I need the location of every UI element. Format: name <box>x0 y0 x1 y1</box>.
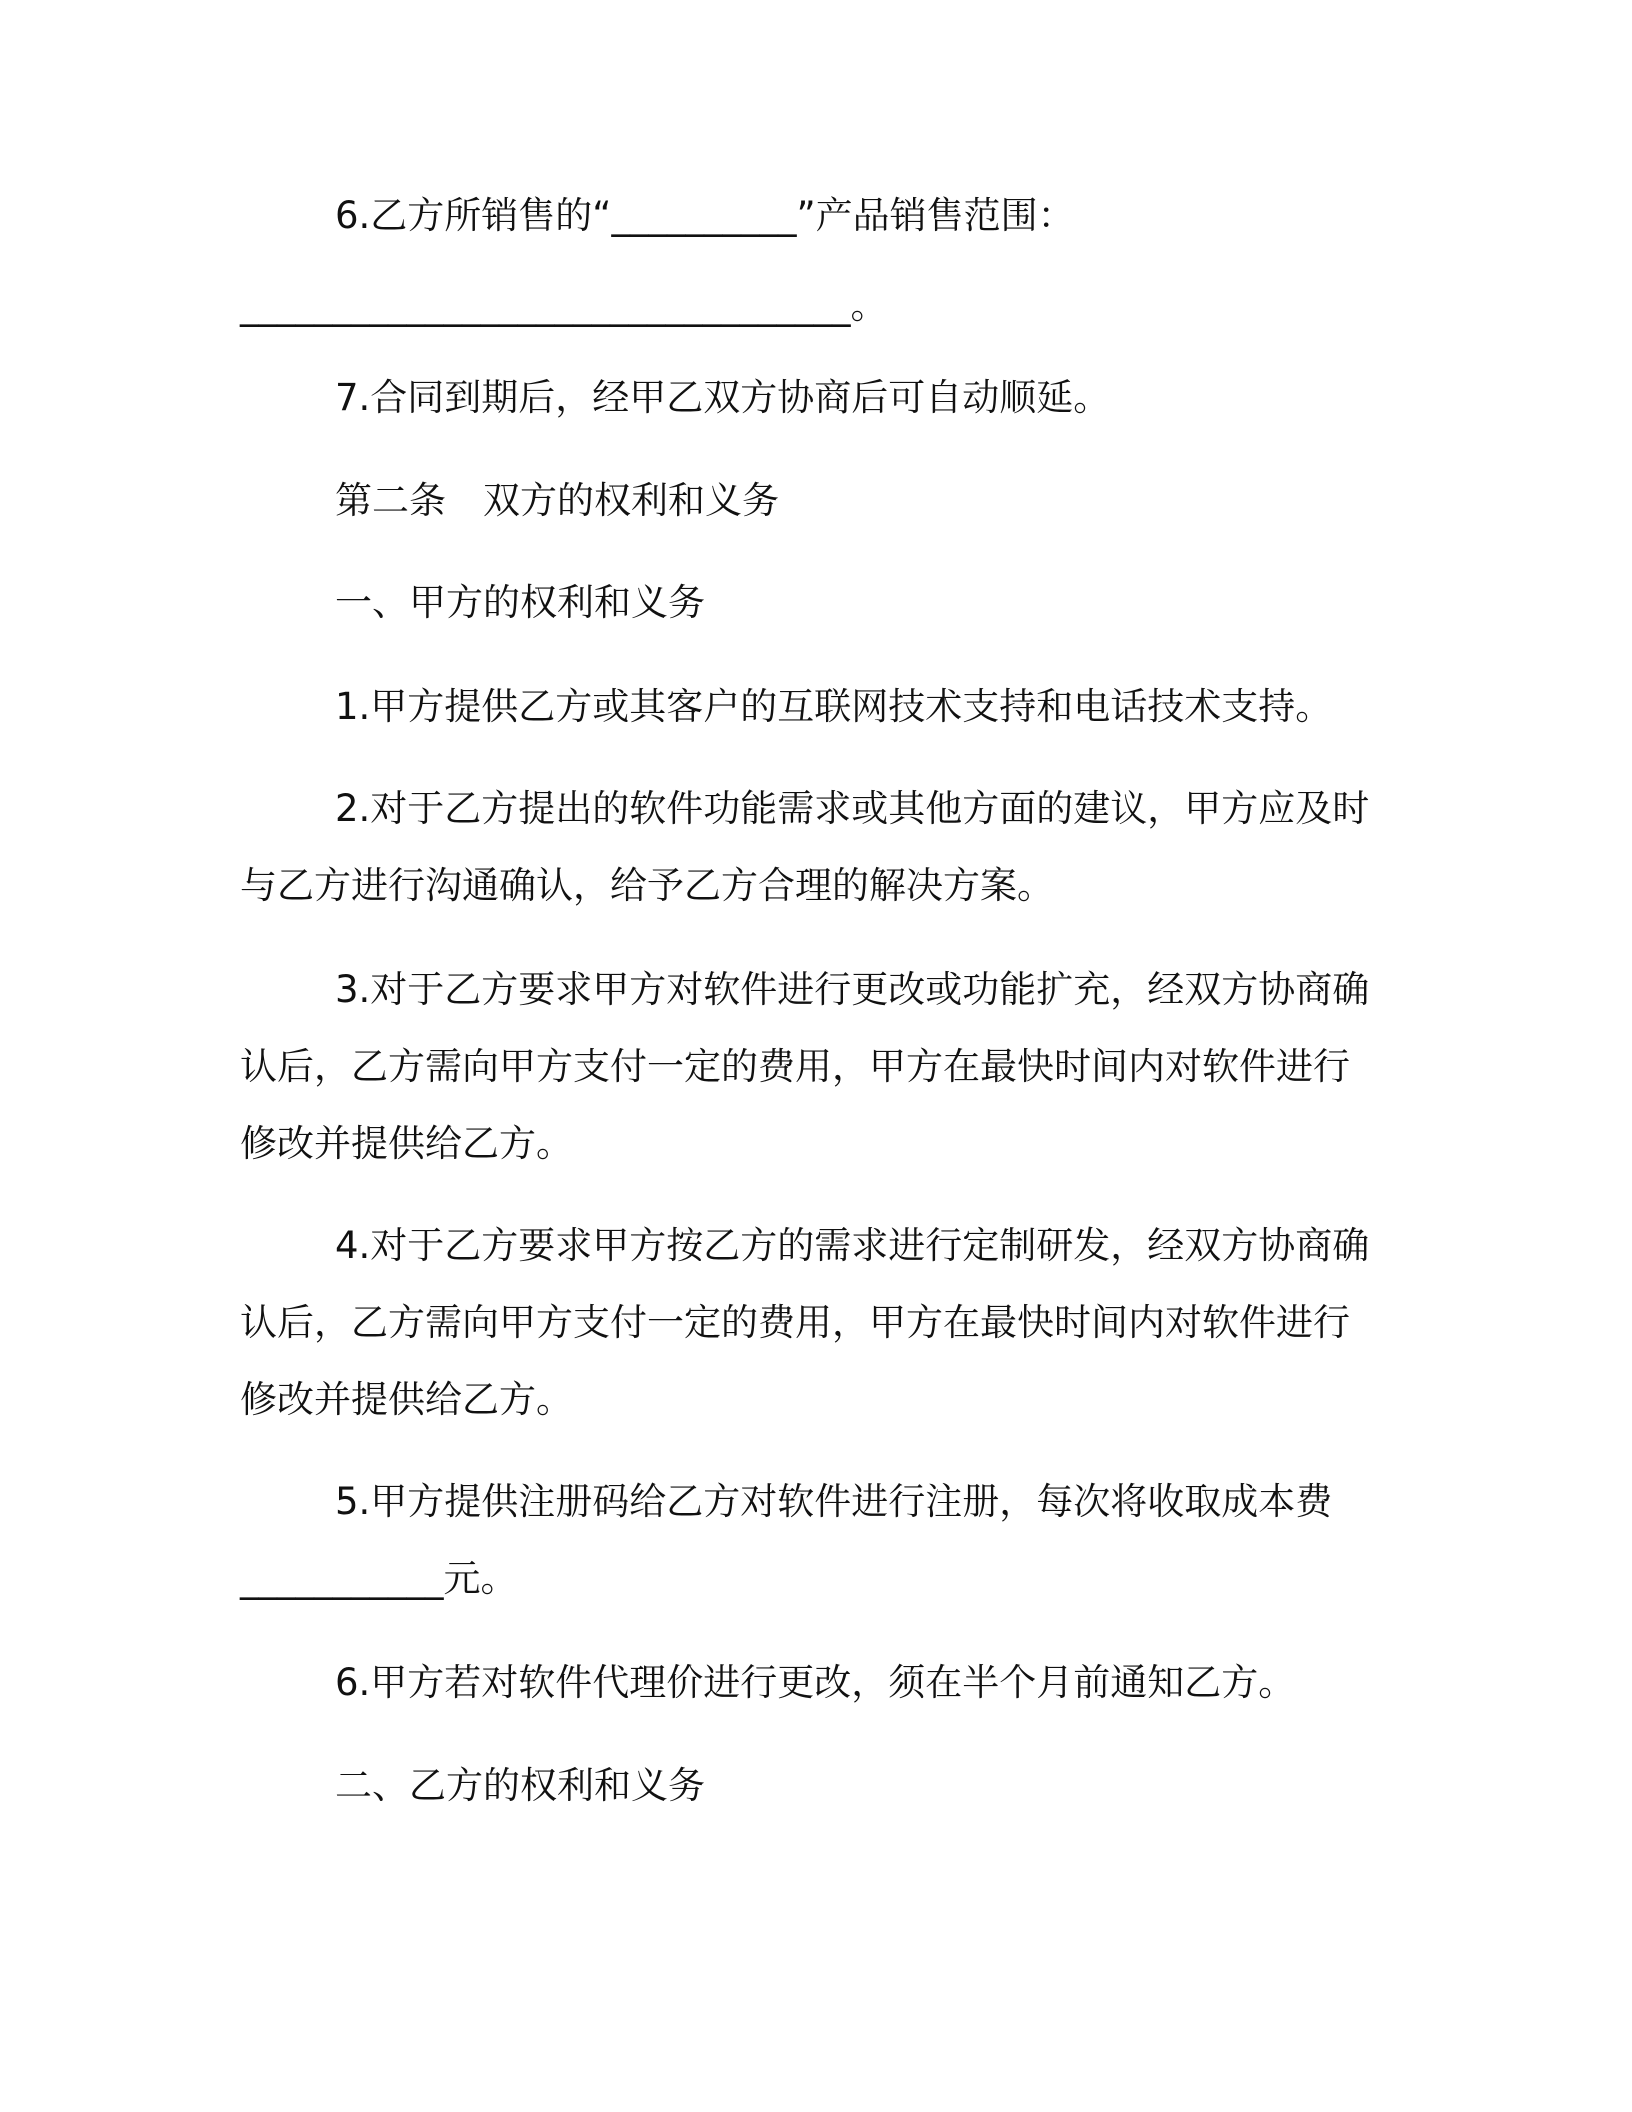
party-a-item-1: 1.甲方提供乙方或其客户的互联网技术支持和电话技术支持。 <box>335 685 1333 728</box>
clause-7-renewal: 7.合同到期后，经甲乙双方协商后可自动顺延。 <box>335 376 1111 419</box>
party-a-item-3-line-3: 修改并提供给乙方。 <box>240 1122 573 1165</box>
party-a-item-2-line-1: 2.对于乙方提出的软件功能需求或其他方面的建议，甲方应及时 <box>335 787 1370 830</box>
clause-6-sales-scope: 6.乙方所销售的“__________”产品销售范围： <box>335 194 1075 237</box>
party-a-item-2-line-2: 与乙方进行沟通确认，给予乙方合理的解决方案。 <box>240 864 1054 907</box>
party-b-heading: 二、乙方的权利和义务 <box>335 1764 705 1807</box>
party-a-item-5-line-2: ___________元。 <box>240 1557 518 1600</box>
party-a-item-5-line-1: 5.甲方提供注册码给乙方对软件进行注册，每次将收取成本费 <box>335 1480 1333 1523</box>
party-a-item-6: 6.甲方若对软件代理价进行更改，须在半个月前通知乙方。 <box>335 1661 1296 1704</box>
party-a-item-4-line-3: 修改并提供给乙方。 <box>240 1378 573 1421</box>
party-a-item-4-line-2: 认后，乙方需向甲方支付一定的费用，甲方在最快时间内对软件进行 <box>240 1301 1350 1344</box>
clause-6-blank-line: _________________________________。 <box>240 284 888 327</box>
party-a-heading: 一、甲方的权利和义务 <box>335 581 705 624</box>
party-a-item-3-line-2: 认后，乙方需向甲方支付一定的费用，甲方在最快时间内对软件进行 <box>240 1045 1350 1088</box>
article-two-heading: 第二条 双方的权利和义务 <box>335 479 779 522</box>
party-a-item-3-line-1: 3.对于乙方要求甲方对软件进行更改或功能扩充，经双方协商确 <box>335 968 1370 1011</box>
party-a-item-4-line-1: 4.对于乙方要求甲方按乙方的需求进行定制研发，经双方协商确 <box>335 1224 1370 1267</box>
